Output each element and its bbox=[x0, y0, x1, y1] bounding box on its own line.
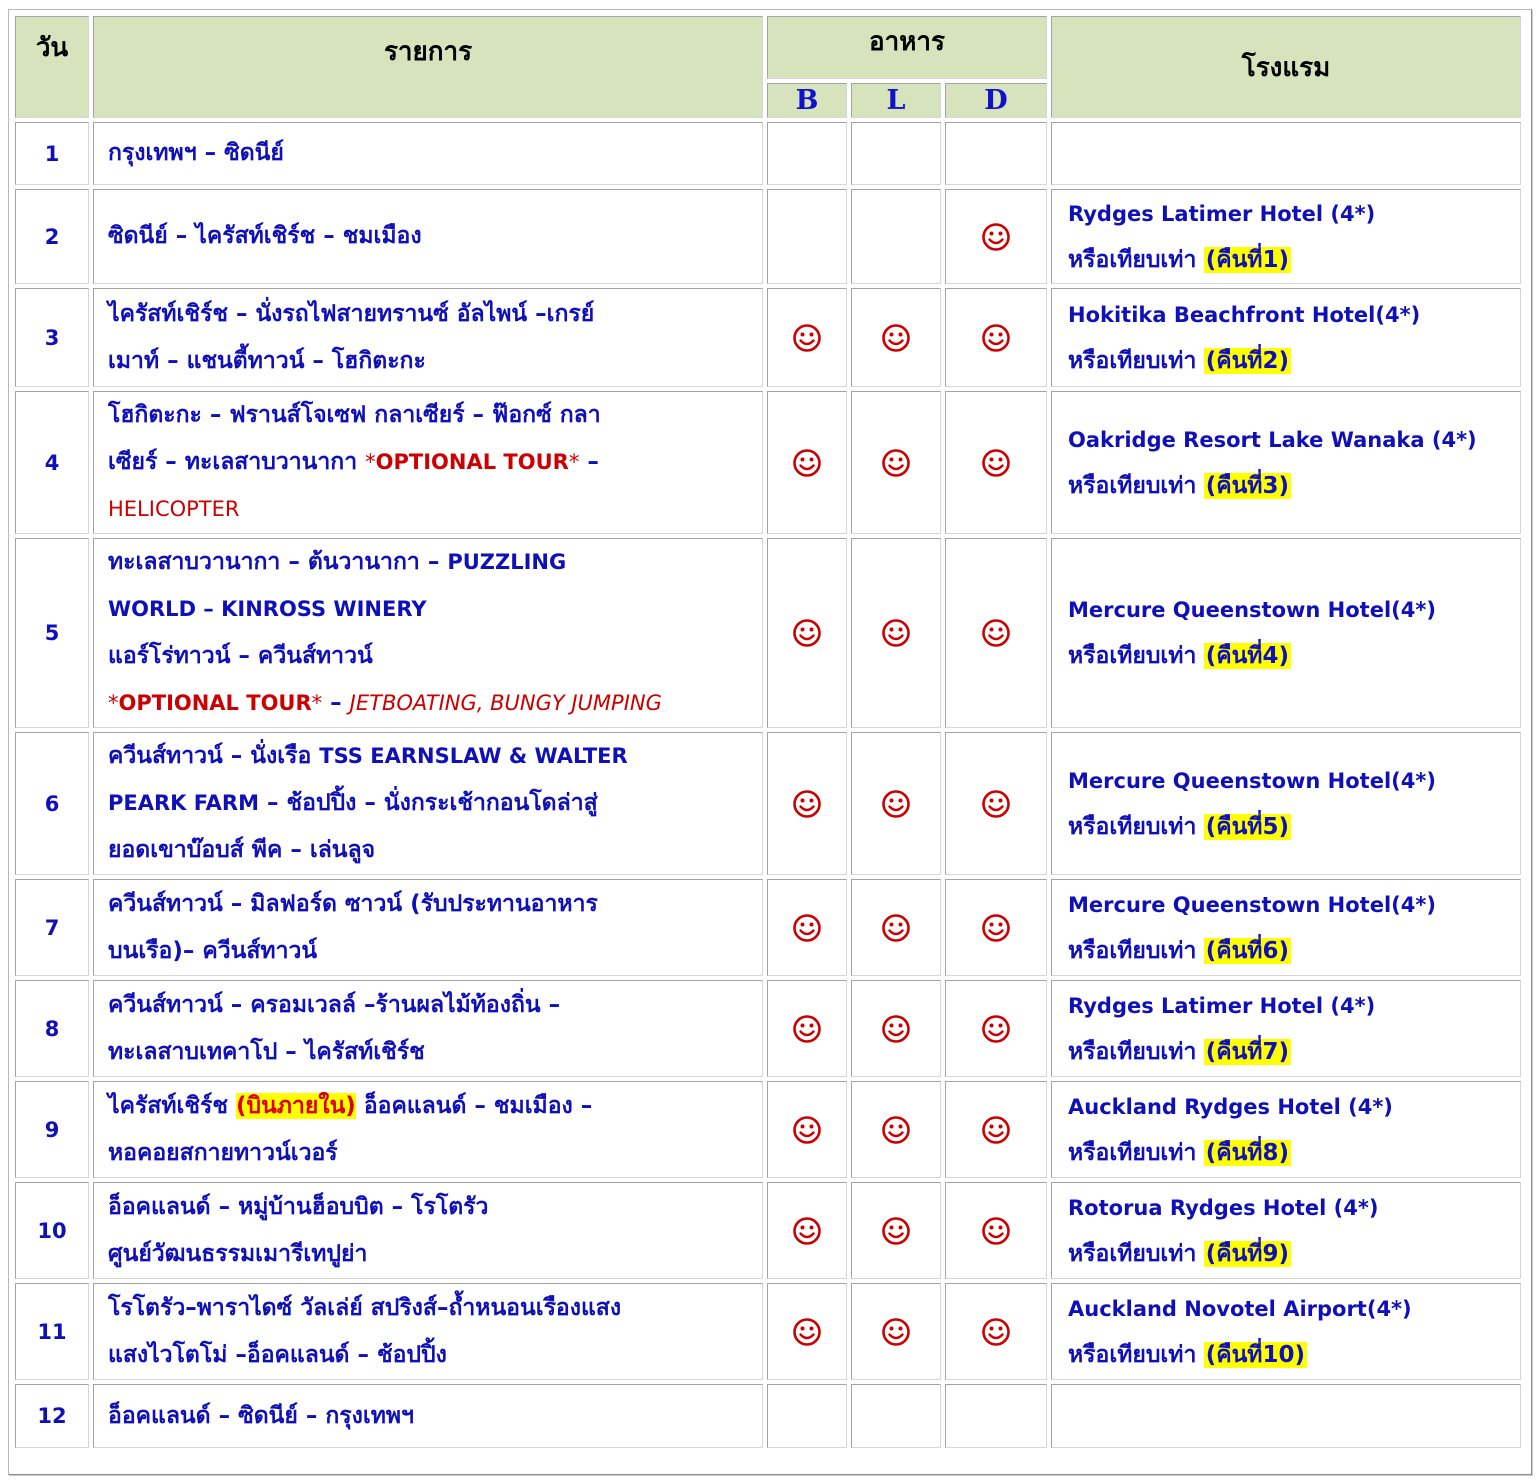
program-line bbox=[108, 213, 756, 260]
program-line bbox=[108, 392, 756, 439]
hotel-line bbox=[1068, 587, 1520, 633]
hotel-line bbox=[1068, 1084, 1520, 1130]
header-day: วัน bbox=[15, 16, 89, 118]
program-text: – bbox=[322, 690, 350, 716]
program-text: ยอดเขาบ๊อบส์ พีค – เล่นลูจ bbox=[108, 837, 376, 863]
hotel-name: Rydges Latimer Hotel (4*) bbox=[1068, 993, 1376, 1018]
itinerary-rows bbox=[15, 122, 1521, 1448]
meal-lunch-cell bbox=[851, 879, 941, 976]
hotel-alt-line bbox=[1068, 1231, 1520, 1277]
night-number-badge: (คืนที่9) bbox=[1205, 1240, 1289, 1267]
hotel-name: Hokitika Beachfront Hotel(4*) bbox=[1068, 302, 1421, 327]
meal-breakfast-cell bbox=[767, 1182, 847, 1279]
smiley-face-icon bbox=[981, 448, 1011, 478]
meal-lunch-cell bbox=[851, 189, 941, 284]
program-text: โรโตรัว–พาราไดซ์ วัลเล่ย์ สปริงส์–ถ้ำหนอนเรืองแสง bbox=[108, 1294, 622, 1321]
smiley-face-icon bbox=[792, 323, 822, 353]
hotel-alt-line bbox=[1068, 1029, 1520, 1075]
hotel-name: Auckland Novotel Airport(4*) bbox=[1068, 1296, 1412, 1321]
hotel-equivalent-text: หรือเทียบเท่า bbox=[1068, 643, 1197, 669]
program-text: WORLD – KINROSS WINERY bbox=[108, 597, 427, 621]
program-line bbox=[108, 1083, 756, 1130]
program-cell bbox=[93, 288, 763, 387]
smiley-face-icon bbox=[881, 618, 911, 648]
meal-breakfast-cell bbox=[767, 1283, 847, 1380]
optional-star: * bbox=[108, 691, 119, 715]
hotel-alt-line bbox=[1068, 928, 1520, 974]
day-number: 5 bbox=[15, 538, 89, 728]
hotel-cell bbox=[1051, 1283, 1521, 1380]
itinerary-row bbox=[15, 1081, 1521, 1178]
smiley-face-icon bbox=[881, 1115, 911, 1145]
hotel-equivalent-text: หรือเทียบเท่า bbox=[1068, 1139, 1197, 1166]
smiley-face-icon bbox=[981, 1014, 1011, 1044]
hotel-cell bbox=[1051, 732, 1521, 875]
smiley-face-icon bbox=[881, 1216, 911, 1246]
program-text: – bbox=[579, 449, 599, 475]
day-number: 11 bbox=[15, 1283, 89, 1380]
program-cell bbox=[93, 538, 763, 728]
hotel-cell bbox=[1051, 1081, 1521, 1178]
day-number: 2 bbox=[15, 189, 89, 284]
smiley-face-icon bbox=[981, 789, 1011, 819]
program-line bbox=[108, 1130, 756, 1177]
program-text: หอคอยสกายทาวน์เวอร์ bbox=[108, 1139, 338, 1166]
hotel-name: Oakridge Resort Lake Wanaka (4*) bbox=[1068, 427, 1477, 452]
smiley-face-icon bbox=[981, 618, 1011, 648]
itinerary-row bbox=[15, 980, 1521, 1077]
program-text: PEARK FARM bbox=[108, 791, 259, 815]
hotel-cell bbox=[1051, 980, 1521, 1077]
hotel-cell bbox=[1051, 391, 1521, 534]
hotel-line bbox=[1068, 292, 1520, 338]
smiley-face-icon bbox=[881, 1014, 911, 1044]
meal-breakfast-cell bbox=[767, 189, 847, 284]
hotel-name: Rydges Latimer Hotel (4*) bbox=[1068, 201, 1376, 226]
program-line bbox=[108, 338, 756, 385]
meal-lunch-cell bbox=[851, 1182, 941, 1279]
night-number-badge: (คืนที่6) bbox=[1205, 937, 1289, 964]
program-line bbox=[108, 1393, 756, 1440]
meal-lunch-cell bbox=[851, 1283, 941, 1380]
program-cell bbox=[93, 1182, 763, 1279]
hotel-name: Mercure Queenstown Hotel(4*) bbox=[1068, 768, 1436, 793]
program-text: ควีนส์ทาวน์ – นั่งเรือ bbox=[108, 743, 320, 769]
meal-lunch-cell bbox=[851, 391, 941, 534]
smiley-face-icon bbox=[792, 1317, 822, 1347]
itinerary-row bbox=[15, 1384, 1521, 1448]
hotel-name: Rotorua Rydges Hotel (4*) bbox=[1068, 1195, 1379, 1220]
meal-dinner-cell bbox=[945, 980, 1047, 1077]
domestic-flight-badge: (บินภายใน) bbox=[235, 1092, 356, 1119]
program-text: PUZZLING bbox=[447, 550, 567, 574]
program-cell bbox=[93, 122, 763, 185]
program-line bbox=[108, 733, 756, 780]
program-text: เมาท์ – แชนตี้ทาวน์ – โฮกิตะกะ bbox=[108, 347, 426, 374]
program-text: แสงไวโตโม่ –อ็อคแลนด์ – ช้อปปิ้ง bbox=[108, 1341, 447, 1368]
hotel-equivalent-text: หรือเทียบเท่า bbox=[1068, 1038, 1197, 1065]
hotel-cell bbox=[1051, 122, 1521, 185]
program-text: ทะเลสาบวานากา – ต้นวานากา – bbox=[108, 549, 448, 575]
meal-dinner-cell bbox=[945, 189, 1047, 284]
smiley-face-icon bbox=[881, 323, 911, 353]
header-meals: อาหาร bbox=[767, 16, 1047, 79]
optional-activity: JETBOATING, BUNGY JUMPING bbox=[349, 691, 662, 715]
hotel-equivalent-text: หรือเทียบเท่า bbox=[1068, 813, 1197, 840]
program-cell bbox=[93, 189, 763, 284]
day-number: 9 bbox=[15, 1081, 89, 1178]
program-text: แอร์โร่ทาวน์ – ควีนส์ทาวน์ bbox=[108, 643, 373, 669]
hotel-cell bbox=[1051, 538, 1521, 728]
optional-star: * bbox=[311, 691, 323, 715]
meal-lunch-cell bbox=[851, 732, 941, 875]
meal-breakfast-cell bbox=[767, 980, 847, 1077]
smiley-face-icon bbox=[792, 913, 822, 943]
itinerary-row bbox=[15, 288, 1521, 387]
meal-breakfast-cell bbox=[767, 1081, 847, 1178]
program-text: – ช้อปปิ้ง – นั่งกระเช้ากอนโดล่าสู่ bbox=[259, 790, 598, 816]
program-line bbox=[108, 827, 756, 874]
program-text: อ็อคแลนด์ – หมู่บ้านฮ็อบบิต – โรโตรัว bbox=[108, 1193, 489, 1220]
itinerary-row bbox=[15, 189, 1521, 284]
program-line bbox=[108, 486, 756, 533]
meal-dinner-cell bbox=[945, 879, 1047, 976]
meal-dinner-cell bbox=[945, 122, 1047, 185]
itinerary-row bbox=[15, 1283, 1521, 1380]
meal-breakfast-cell bbox=[767, 732, 847, 875]
hotel-alt-line bbox=[1068, 1332, 1520, 1378]
smiley-face-icon bbox=[981, 1317, 1011, 1347]
night-number-badge: (คืนที่7) bbox=[1205, 1038, 1289, 1065]
hotel-line bbox=[1068, 1286, 1520, 1332]
smiley-face-icon bbox=[881, 789, 911, 819]
smiley-face-icon bbox=[981, 913, 1011, 943]
hotel-cell bbox=[1051, 189, 1521, 284]
meal-lunch-cell bbox=[851, 538, 941, 728]
program-text: ศูนย์วัฒนธรรมเมารีเทปูย่า bbox=[108, 1240, 368, 1267]
day-number: 10 bbox=[15, 1182, 89, 1279]
day-number: 12 bbox=[15, 1384, 89, 1448]
meal-dinner-cell bbox=[945, 1283, 1047, 1380]
smiley-face-icon bbox=[792, 789, 822, 819]
program-text: ไครัสท์เชิร์ช bbox=[108, 1092, 236, 1119]
night-number-badge: (คืนที่5) bbox=[1205, 813, 1289, 840]
program-line bbox=[108, 539, 756, 586]
smiley-face-icon bbox=[792, 1115, 822, 1145]
hotel-name: Mercure Queenstown Hotel(4*) bbox=[1068, 598, 1436, 622]
program-text: ไครัสท์เชิร์ช – นั่งรถไฟสายทรานซ์ อัลไพน์ –เกรย์ bbox=[108, 300, 595, 327]
hotel-name: Mercure Queenstown Hotel(4*) bbox=[1068, 892, 1436, 917]
hotel-alt-line bbox=[1068, 633, 1520, 679]
itinerary-row bbox=[15, 391, 1521, 534]
hotel-alt-line bbox=[1068, 1130, 1520, 1176]
itinerary-row bbox=[15, 1182, 1521, 1279]
program-line bbox=[108, 928, 756, 975]
meal-dinner-cell bbox=[945, 1384, 1047, 1448]
program-line bbox=[108, 1332, 756, 1379]
hotel-alt-line bbox=[1068, 338, 1520, 384]
program-text: TSS EARNSLAW & WALTER bbox=[319, 744, 628, 768]
program-text: กรุงเทพฯ – ซิดนีย์ bbox=[108, 140, 284, 166]
hotel-cell bbox=[1051, 879, 1521, 976]
optional-activity: HELICOPTER bbox=[108, 497, 240, 521]
hotel-alt-line bbox=[1068, 463, 1520, 509]
program-line bbox=[108, 291, 756, 338]
meal-breakfast-cell bbox=[767, 538, 847, 728]
smiley-face-icon bbox=[792, 1216, 822, 1246]
program-text: บนเรือ)– ควีนส์ทาวน์ bbox=[108, 937, 318, 964]
program-cell bbox=[93, 879, 763, 976]
meal-dinner-cell bbox=[945, 1081, 1047, 1178]
meal-dinner-cell bbox=[945, 391, 1047, 534]
program-cell bbox=[93, 980, 763, 1077]
meal-breakfast-cell bbox=[767, 122, 847, 185]
meal-breakfast-cell bbox=[767, 391, 847, 534]
program-line bbox=[108, 633, 756, 680]
meal-dinner-cell bbox=[945, 1182, 1047, 1279]
smiley-face-icon bbox=[981, 222, 1011, 252]
meal-breakfast-cell bbox=[767, 288, 847, 387]
meal-dinner-cell bbox=[945, 288, 1047, 387]
program-line bbox=[108, 982, 756, 1029]
hotel-equivalent-text: หรือเทียบเท่า bbox=[1068, 347, 1197, 374]
meal-lunch-cell bbox=[851, 122, 941, 185]
smiley-face-icon bbox=[792, 1014, 822, 1044]
itinerary-row bbox=[15, 879, 1521, 976]
night-number-badge: (คืนที่8) bbox=[1205, 1139, 1289, 1166]
header-lunch: L bbox=[851, 83, 941, 118]
optional-star: * bbox=[568, 450, 580, 474]
program-line bbox=[108, 680, 756, 727]
header-breakfast: B bbox=[767, 83, 847, 118]
night-number-badge: (คืนที่3) bbox=[1205, 472, 1289, 499]
program-cell bbox=[93, 1384, 763, 1448]
night-number-badge: (คืนที่10) bbox=[1205, 1341, 1305, 1368]
program-line bbox=[108, 780, 756, 827]
program-text: ควีนส์ทาวน์ – มิลฟอร์ด ซาวน์ (รับประทานอาหาร bbox=[108, 890, 598, 917]
program-line bbox=[108, 1285, 756, 1332]
hotel-cell bbox=[1051, 1384, 1521, 1448]
program-text: ทะเลสาบเทคาโป – ไครัสท์เชิร์ช bbox=[108, 1038, 425, 1065]
meal-breakfast-cell bbox=[767, 1384, 847, 1448]
hotel-equivalent-text: หรือเทียบเท่า bbox=[1068, 1240, 1197, 1267]
hotel-name: Auckland Rydges Hotel (4*) bbox=[1068, 1094, 1393, 1119]
hotel-line bbox=[1068, 191, 1520, 237]
hotel-line bbox=[1068, 417, 1520, 463]
hotel-line bbox=[1068, 882, 1520, 928]
hotel-cell bbox=[1051, 1182, 1521, 1279]
header-hotel: โรงแรม bbox=[1051, 16, 1521, 118]
hotel-line bbox=[1068, 758, 1520, 804]
smiley-face-icon bbox=[881, 1317, 911, 1347]
program-line bbox=[108, 1184, 756, 1231]
itinerary-table bbox=[11, 12, 1525, 1452]
program-text: ซิดนีย์ – ไครัสท์เชิร์ช – ชมเมือง bbox=[108, 223, 422, 249]
hotel-line bbox=[1068, 1185, 1520, 1231]
night-number-badge: (คืนที่4) bbox=[1205, 643, 1289, 669]
day-number: 6 bbox=[15, 732, 89, 875]
itinerary-row bbox=[15, 122, 1521, 185]
day-number: 3 bbox=[15, 288, 89, 387]
optional-tour-label: OPTIONAL TOUR bbox=[118, 691, 312, 715]
meal-lunch-cell bbox=[851, 1384, 941, 1448]
smiley-face-icon bbox=[881, 448, 911, 478]
night-number-badge: (คืนที่2) bbox=[1205, 347, 1289, 374]
itinerary-table-frame bbox=[8, 9, 1532, 1475]
smiley-face-icon bbox=[792, 448, 822, 478]
optional-star: * bbox=[365, 450, 376, 474]
day-number: 8 bbox=[15, 980, 89, 1077]
hotel-equivalent-text: หรือเทียบเท่า bbox=[1068, 1341, 1197, 1368]
smiley-face-icon bbox=[981, 1216, 1011, 1246]
day-number: 4 bbox=[15, 391, 89, 534]
meal-lunch-cell bbox=[851, 288, 941, 387]
smiley-face-icon bbox=[881, 913, 911, 943]
program-text: อ็อคแลนด์ – ชมเมือง – bbox=[355, 1092, 593, 1119]
optional-tour-label: OPTIONAL TOUR bbox=[375, 450, 569, 474]
meal-lunch-cell bbox=[851, 1081, 941, 1178]
night-number-badge: (คืนที่1) bbox=[1205, 246, 1289, 273]
smiley-face-icon bbox=[792, 618, 822, 648]
hotel-line bbox=[1068, 983, 1520, 1029]
meal-lunch-cell bbox=[851, 980, 941, 1077]
program-line bbox=[108, 130, 756, 177]
meal-dinner-cell bbox=[945, 538, 1047, 728]
smiley-face-icon bbox=[981, 323, 1011, 353]
program-text: เซียร์ – ทะเลสาบวานากา bbox=[108, 449, 366, 475]
hotel-equivalent-text: หรือเทียบเท่า bbox=[1068, 246, 1197, 273]
hotel-alt-line bbox=[1068, 804, 1520, 850]
program-cell bbox=[93, 391, 763, 534]
program-line bbox=[108, 881, 756, 928]
program-cell bbox=[93, 1283, 763, 1380]
itinerary-row bbox=[15, 732, 1521, 875]
program-cell bbox=[93, 732, 763, 875]
day-number: 1 bbox=[15, 122, 89, 185]
program-line bbox=[108, 586, 756, 633]
day-number: 7 bbox=[15, 879, 89, 976]
program-text: โฮกิตะกะ – ฟรานส์โจเซฟ กลาเซียร์ – ฟ๊อกซ์ กลา bbox=[108, 402, 601, 428]
hotel-equivalent-text: หรือเทียบเท่า bbox=[1068, 472, 1197, 499]
meal-dinner-cell bbox=[945, 732, 1047, 875]
meal-breakfast-cell bbox=[767, 879, 847, 976]
program-line bbox=[108, 439, 756, 486]
itinerary-row bbox=[15, 538, 1521, 728]
program-text: อ็อคแลนด์ – ซิดนีย์ – กรุงเทพฯ bbox=[108, 1402, 414, 1429]
program-cell bbox=[93, 1081, 763, 1178]
hotel-cell bbox=[1051, 288, 1521, 387]
header-program: รายการ bbox=[93, 16, 763, 118]
smiley-face-icon bbox=[981, 1115, 1011, 1145]
hotel-alt-line bbox=[1068, 237, 1520, 283]
program-line bbox=[108, 1231, 756, 1278]
program-text: ควีนส์ทาวน์ – ครอมเวลล์ –ร้านผลไม้ท้องถิ่น – bbox=[108, 991, 561, 1018]
hotel-equivalent-text: หรือเทียบเท่า bbox=[1068, 937, 1197, 964]
header-dinner: D bbox=[945, 83, 1047, 118]
program-line bbox=[108, 1029, 756, 1076]
